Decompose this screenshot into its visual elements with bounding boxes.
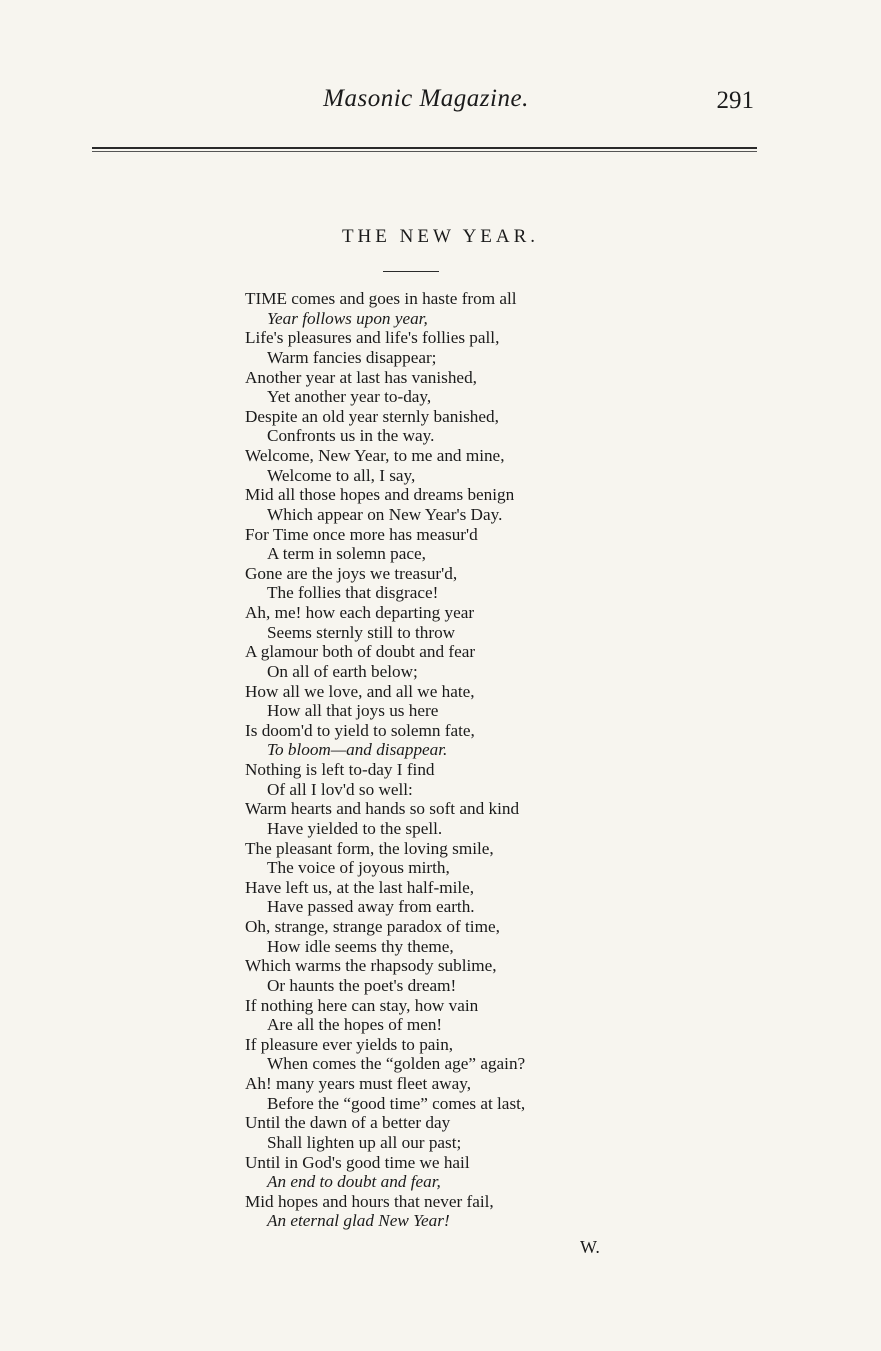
page-number: 291 [716,87,754,114]
poem-line: Before the “good time” comes at last, [267,1093,526,1113]
poem-line: Nothing is left to-day I find [245,760,435,779]
poem-line: How all we love, and all we hate, [245,681,475,701]
poem-line: Which warms the rhapsody sublime, [245,956,497,976]
poem-line: Shall lighten up all our past; [267,1132,462,1152]
running-head-title: Masonic Magazine. [323,85,529,112]
poem-line: TIME comes and goes in haste from all [245,289,517,308]
header-rule [92,147,757,149]
poem-line: Year follows upon year, [267,308,428,328]
poem-line: Have left us, at the last half-mile, [245,877,475,897]
poem-line: Have passed away from earth. [267,897,475,917]
poem-line: The pleasant form, the loving smile, [245,838,494,858]
poem-line: Welcome to all, I say, [267,465,416,485]
poem-line: Is doom'd to yield to solemn fate, [245,720,475,740]
poem-signature: W. [580,1237,600,1257]
poem-title: THE NEW YEAR. [341,226,540,247]
poem-line: A term in solemn pace, [267,544,426,564]
poem-line: Mid hopes and hours that never fail, [245,1191,494,1211]
poem-line: Which appear on New Year's Day. [267,504,503,524]
poem-line: Mid all those hopes and dreams benign [245,485,515,505]
poem-line: Until the dawn of a better day [245,1113,451,1133]
poem-line: Of all I lov'd so well: [267,779,413,799]
poem-line: The follies that disgrace! [267,583,439,603]
poem-line: An end to doubt and fear, [267,1172,441,1192]
poem-line: Confronts us in the way. [267,426,435,446]
poem-line: Warm fancies disappear; [267,347,437,367]
poem-line: For Time once more has measur'd [245,524,478,544]
poem-line: To bloom—and disappear. [267,740,448,760]
poem-line: Warm hearts and hands so soft and kind [245,799,520,819]
poem-line: Life's pleasures and life's follies pall, [245,328,500,348]
poem-line: Oh, strange, strange paradox of time, [245,917,500,936]
poem-line: On all of earth below; [267,661,418,681]
poem-line: Ah, me! how each departing year [245,603,475,622]
poem-line: Another year at last has vanished, [245,367,477,387]
title-rule [383,271,439,272]
poem-line: Despite an old year sternly banished, [245,406,499,426]
poem-line: Ah! many years must fleet away, [245,1074,472,1093]
poem-line: Or haunts the poet's dream! [267,975,457,995]
poem-line: Welcome, New Year, to me and mine, [245,446,505,465]
poem-line: Yet another year to-day, [267,387,432,407]
page-header [92,85,760,125]
poem-line: Seems sternly still to throw [267,622,456,642]
poem-line: How idle seems thy theme, [267,936,454,956]
poem-line: Until in God's good time we hail [245,1152,470,1172]
poem-line: If pleasure ever yields to pain, [245,1034,454,1054]
poem-line: If nothing here can stay, how vain [245,995,479,1015]
poem-line: How all that joys us here [267,701,439,721]
poem-line: Gone are the joys we treasur'd, [245,563,458,583]
poem-line: An eternal glad New Year! [267,1211,450,1231]
poem-body [245,289,665,1231]
poem-line: The voice of joyous mirth, [267,858,450,878]
poem-line: Have yielded to the spell. [267,818,443,838]
poem-line: When comes the “golden age” again? [267,1054,526,1074]
poem-line: A glamour both of doubt and fear [245,642,476,662]
poem-line: Are all the hopes of men! [267,1015,443,1035]
